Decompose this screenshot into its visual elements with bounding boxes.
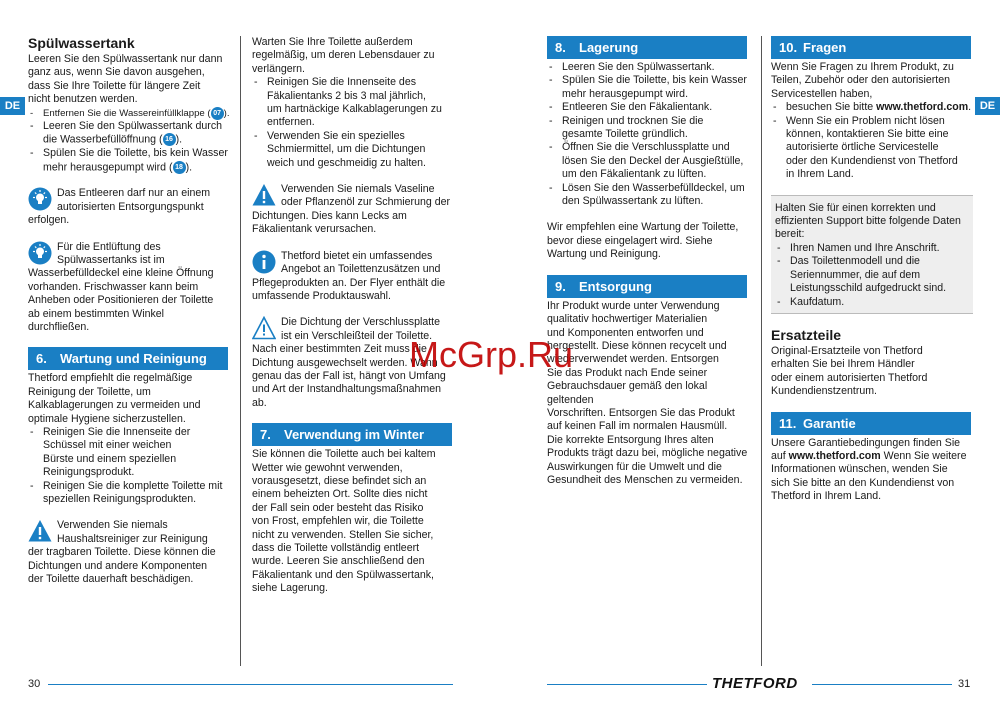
s9-text (547, 300, 752, 488)
text-line: der Toilette dauerhaft beschädigen. (28, 573, 194, 586)
text-line: nicht zu verwenden. Stellen Sie sicher, (252, 528, 434, 541)
text-line: effizienten Support bitte folgende Daten (775, 215, 961, 228)
list-item (547, 182, 752, 209)
section-8-header (547, 36, 747, 59)
column-1 (28, 35, 233, 586)
text-line: Gebrauchsdauer gemäß den lokal geltenden (547, 380, 708, 406)
section-title: Entsorgung (579, 278, 652, 294)
text-line: - Ihren Namen und Ihre Anschrift. (790, 241, 940, 254)
col1-list (28, 107, 233, 175)
text-line: - Leeren Sie den Spülwassertank durch (43, 120, 223, 133)
text-line: bevor diese eingelagert wird. Siehe (547, 234, 713, 247)
text-line: Pflegeprodukten an. Der Flyer enthält die (252, 276, 446, 289)
text-line: Wir empfehlen eine Wartung der Toilette, (547, 221, 739, 234)
tip-note-2 (28, 241, 233, 335)
text-line: hergestellt. Diese können recycelt und (547, 339, 727, 352)
text-line: mehr herausgepumpt wird. (562, 87, 689, 100)
footer-line-left (48, 684, 453, 685)
s6-intro (28, 372, 233, 426)
text-line: qualitativ hochwertiger Materialien (547, 313, 708, 326)
list-item (775, 296, 969, 309)
text-line: Das Entleeren darf nur an einem (57, 187, 211, 200)
text-line: - Reinigen Sie die Innenseite des (267, 76, 417, 89)
text-line: um den Fäkalientank zu lüften. (562, 168, 707, 181)
text-line: Schmiermittel, um die Dichtungen (267, 143, 426, 156)
list-item (771, 115, 973, 182)
text-line: Verwenden Sie niemals Vaseline (281, 183, 435, 196)
caution-note (252, 316, 457, 410)
column-2 (252, 36, 457, 596)
lightbulb-icon (28, 187, 52, 211)
heading-ersatzteile: Ersatzteile (771, 326, 842, 343)
text-line: - Leeren Sie den Spülwassertank. (562, 61, 715, 73)
text-line: Teilen, Zubehör oder den autorisierten (771, 74, 951, 87)
caution-icon (252, 316, 276, 340)
section-7-header (252, 423, 452, 446)
text-line: regelmäßig, um deren Lebensdauer zu (252, 49, 435, 62)
text-line: Die Dichtung der Verschlussplatte (281, 316, 440, 329)
thetford-logo: THETFORD (712, 675, 798, 692)
text-line: vorhanden. Frischwasser kann beim (28, 280, 199, 293)
section-title: Fragen (803, 40, 847, 55)
section-number: 11. (779, 415, 797, 431)
list-item (547, 61, 752, 74)
list-item (28, 426, 233, 480)
text-line: ). (185, 160, 193, 173)
section-title: Verwendung im Winter (284, 427, 425, 443)
text-line: und Komponenten entworfen und (547, 326, 704, 339)
column-4 (771, 36, 973, 504)
text-line: genau das der Fall ist, hängt von Umfang (252, 369, 446, 382)
section-9-header (547, 275, 747, 298)
text-line: Reinigung der Toilette, um (28, 385, 151, 398)
footer-line-right (812, 684, 952, 685)
text-line: Thetford empfiehlt die regelmäßige (28, 372, 193, 385)
text-line: - Reinigen Sie die Innenseite der (43, 425, 191, 438)
warning-icon (252, 183, 276, 207)
text-line: Wenn Sie weitere (880, 449, 967, 462)
text-line: Fäkalientanks 2 bis 3 mal jährlich, (267, 89, 426, 102)
text-line: ab einem bestimmten Winkel (28, 307, 165, 320)
list-item (547, 141, 752, 181)
text-line: einem beheizten Ort. Sollte dies nicht (252, 488, 428, 501)
list-item (775, 255, 969, 295)
text-line: Wasserbefülldeckel eine kleine Öffnung (28, 267, 214, 280)
website-link[interactable]: www.thetford.com (876, 101, 969, 114)
text-line: Unsere Garantiebedingungen finden Sie (771, 436, 961, 449)
text-line: können, kontaktieren Sie bitte eine (786, 128, 949, 141)
footer-line-middle (547, 684, 707, 685)
ersatz-text (771, 345, 973, 399)
s7-text (252, 448, 457, 595)
figure-badge: 16 (163, 133, 176, 146)
page-number-right: 31 (958, 678, 971, 690)
text-line: ab. (252, 396, 267, 409)
text-line: verlängern. (252, 62, 305, 75)
text-line: Leistungsschild aufgedruckt sind. (790, 282, 947, 295)
warning-note-2 (252, 183, 457, 237)
text-line: ). (223, 107, 230, 119)
text-line: gesamte Toilette gründlich. (562, 128, 688, 141)
heading-spuelwassertank: Spülwassertank (28, 35, 135, 51)
text-line: - Reinigen und trocknen Sie die (562, 114, 704, 127)
text-line: - Reinigen Sie die komplette Toilette mit (43, 479, 223, 492)
section-number: 9. (555, 278, 566, 294)
section-title: Lagerung (579, 40, 639, 55)
text-line: Servicestellen haben, (771, 87, 873, 100)
text-line: ganz aus, wenn Sie davon ausgehen, (28, 66, 205, 79)
text-line: oder Pflanzenöl zur Schmierung der (281, 196, 451, 209)
text-line: umfassende Produktauswahl. (252, 289, 391, 302)
text-line: lösen Sie den Deckel der Ausgießtülle, (562, 154, 744, 167)
warning-note-1 (28, 519, 233, 586)
text-line: den Spülwassertank zu lüften. (562, 195, 704, 208)
support-info-box (771, 195, 973, 314)
text-line: autorisierten Entsorgungspunkt (57, 200, 204, 213)
tip-note-1 (28, 187, 233, 227)
text-line: - Entleeren Sie den Fäkalientank. (562, 101, 713, 114)
text-line: ist ein Verschleißteil der Toilette. (281, 329, 433, 342)
watermark-text: McGrp.Ru (409, 334, 574, 375)
text-line: Anheben oder Positionieren der Toilette (28, 294, 214, 307)
text-line: oder einem autorisierten Thetford (771, 371, 928, 384)
text-line: Auswirkungen für die Umwelt und die (547, 460, 722, 473)
section-number: 8. (555, 40, 566, 55)
text-line: Halten Sie für einen korrekten und (775, 201, 936, 214)
text-line: Original-Ersatzteile von Thetford (771, 344, 923, 357)
s11-text (771, 437, 973, 504)
text-line: Sie das Produkt nach Ende seiner (547, 366, 708, 379)
text-line: - Wenn Sie ein Problem nicht lösen (786, 114, 945, 127)
section-title: Garantie (803, 415, 856, 431)
text-line: Fäkalientank verursachen. (252, 223, 377, 236)
list-item (547, 101, 752, 114)
text-line: Angebot an Toilettenzusätzen und (281, 263, 441, 276)
text-line: Verwenden Sie niemals (57, 519, 168, 532)
text-line: der tragbaren Toilette. Diese können die (28, 546, 216, 559)
s8-list (547, 61, 752, 208)
text-line: Warten Sie Ihre Toilette außerdem (252, 36, 413, 48)
s10-intro (771, 61, 973, 101)
figure-badge: 18 (173, 161, 186, 174)
text-line: oder den Kundendienst von Thetford (786, 154, 958, 167)
text-line: Kundendienstzentrum. (771, 385, 878, 398)
text-line: ). (175, 133, 183, 146)
text-line: - Spülen Sie die Toilette, bis kein Wasser (562, 74, 747, 87)
text-line: - Das Toilettenmodell und die (790, 255, 920, 268)
text-line: speziellen Reinigungsprodukten. (43, 493, 197, 505)
column-divider-left (240, 36, 241, 666)
list-item: - Leeren Sie den Spülwassertank durch die Wasserbefüllöffnung ( 16 ). (28, 120, 233, 147)
col2-intro (252, 36, 457, 76)
text-line: optimale Hygiene sicherzustellen. (28, 412, 186, 425)
text-line: erhalten Sie bei Ihrem Händler (771, 358, 915, 371)
language-tab-left: DE (0, 97, 25, 115)
list-item: - Entfernen Sie die Wassereinfüllklappe ( 07 ). (28, 107, 233, 120)
text-line: Wartung und Reinigung. (547, 248, 661, 261)
text-line: - Verwenden Sie ein spezielles (267, 129, 405, 142)
text-line: Dichtungen. Dies kann Lecks am (252, 209, 407, 222)
text-line: - Öffnen Sie die Verschlussplatte und (562, 141, 730, 154)
list-item (775, 242, 969, 255)
text-line: in Ihrem Land. (786, 168, 854, 181)
text-line: Die korrekte Entsorgung Ihres alten (547, 433, 714, 446)
text-line: und Art der Instandhaltungsmaßnahmen (252, 383, 442, 396)
text-line: Vorschriften. Entsorgen Sie das Produkt (547, 406, 735, 419)
text-line: Schüssel mit einer weichen (43, 439, 172, 452)
text-line: - Kaufdatum. (790, 295, 845, 308)
text-line: siehe Lagerung. (252, 582, 328, 595)
list-item (252, 76, 457, 130)
text-line: Dichtungen und andere Komponenten (28, 559, 208, 572)
text-line: Produkts trägt dazu bei, mögliche negative (547, 447, 748, 460)
section-number: 10. (779, 40, 798, 55)
text-line: Wenn Sie Fragen zu Ihrem Produkt, zu (771, 61, 954, 73)
section-11-header (771, 412, 971, 435)
warning-icon (28, 519, 52, 543)
text-line: Haushaltsreiniger zur Reinigung (57, 532, 208, 545)
text-line: bereit: (775, 228, 805, 241)
section-number: 6. (36, 351, 47, 367)
column-3 (547, 36, 752, 487)
lightbulb-icon (28, 241, 52, 265)
col2-list (252, 76, 457, 170)
text-line: Dichtung ausgewechselt werden. Wann (252, 356, 438, 369)
text-line: nicht benutzen werden. (28, 93, 138, 106)
text-line: Entfernen Sie die Wassereinfüllklappe (43, 107, 205, 119)
text-line: Fäkalientank und den Spülwassertank, (252, 568, 434, 581)
text-line: entfernen. (267, 116, 315, 129)
text-line: Ihr Produkt wurde unter Verwendung (547, 299, 720, 312)
section-number: 7. (260, 427, 271, 443)
text-line: - Spülen Sie die Toilette, bis kein Wasser (43, 147, 228, 160)
text-line: Spülwassertanks ist im (57, 253, 165, 266)
text-line: Nach einer bestimmten Zeit muss die (252, 343, 427, 356)
col1-intro (28, 53, 233, 107)
text-line: weich und geschmeidig zu halten. (267, 156, 427, 169)
text-line: Für die Entlüftung des (57, 240, 161, 253)
list-item (28, 480, 233, 507)
text-line: Reinigungsprodukt. (43, 466, 135, 479)
text-line: die Wasserbefüllöffnung (43, 133, 157, 146)
section-10-header (771, 36, 971, 59)
text-line: dass Sie Ihre Toilette für längere Zeit (28, 79, 201, 92)
website-link[interactable]: www.thetford.com (788, 449, 881, 462)
text-line: Thetford bietet ein umfassendes (281, 249, 433, 262)
text-line: auf keinen Fall im normalen Hausmüll. (547, 420, 728, 433)
text-line: der Fall sein oder besteht das Risiko (252, 501, 424, 514)
text-line: vorausgesetzt, diese befindet sich an (252, 474, 427, 487)
text-line: Thetford in Ihrem Land. (771, 490, 882, 503)
section-title: Wartung und Reinigung (60, 351, 207, 367)
text-line: Leeren Sie den Spülwassertank nur dann (28, 53, 223, 65)
text-line: erfolgen. (28, 214, 70, 227)
s8-text (547, 221, 752, 261)
text-line: besuchen Sie bitte (786, 101, 877, 114)
text-line: durchfließen. (28, 320, 90, 333)
s10-list (771, 101, 973, 181)
language-tab-right: DE (975, 97, 1000, 115)
text-line: von Frost, empfehlen wir, die Toilette (252, 515, 424, 528)
s6-list (28, 426, 233, 506)
text-line: . (968, 101, 972, 114)
list-item (771, 101, 973, 114)
info-icon (252, 250, 276, 274)
info-note (252, 250, 457, 304)
text-line: Kalkablagerungen zu vermeiden und (28, 399, 201, 412)
text-line: Sie können die Toilette auch bei kaltem (252, 448, 436, 461)
list-item: - Spülen Sie die Toilette, bis kein Wasser mehr herausgepumpt wird ( 18 ). (28, 147, 233, 174)
text-line: sich Sie bitte an den Kundendienst von (771, 476, 955, 489)
text-line: Gesundheit des Menschen zu vermeiden. (547, 473, 743, 486)
list-item (252, 130, 457, 170)
text-line: wiederverwendet werden. Entsorgen (547, 353, 719, 366)
figure-badge: 07 (211, 107, 224, 120)
text-line: Wetter wie gewohnt verwenden, (252, 461, 403, 474)
support-list (775, 242, 969, 309)
page-number-left: 30 (28, 678, 41, 690)
column-divider-right (761, 36, 762, 666)
text-line: mehr herausgepumpt wird (43, 160, 167, 173)
text-line: Bürste und einem speziellen (43, 452, 177, 465)
text-line: Seriennummer, die auf dem (790, 268, 921, 281)
text-line: um hartnäckige Kalkablagerungen zu (267, 103, 442, 116)
list-item (547, 115, 752, 142)
list-item (547, 74, 752, 101)
text-line: dass die Toilette vollständig entleert (252, 542, 420, 554)
text-line: Informationen wünschen, wenden Sie (771, 463, 948, 476)
text-line: autorisierte örtliche Servicestelle (786, 141, 939, 154)
text-line: - Lösen Sie den Wasserbefülldeckel, um (562, 181, 745, 194)
section-6-header (28, 347, 228, 370)
text-line: wurde. Leeren Sie anschließend den (252, 555, 425, 568)
text-line: auf (771, 449, 789, 462)
